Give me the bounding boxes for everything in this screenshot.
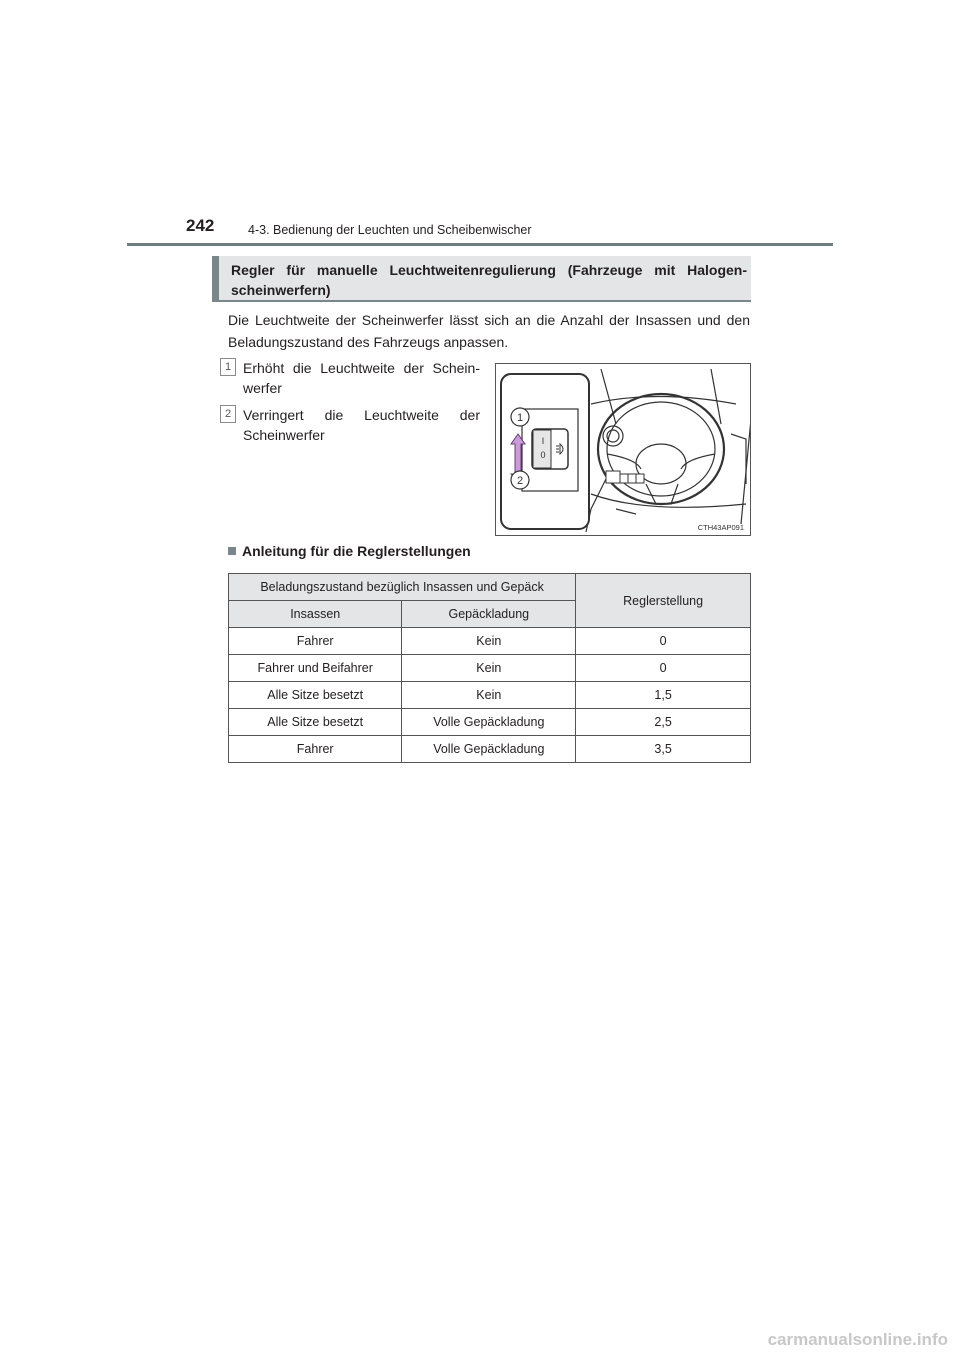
bullet-square-icon xyxy=(228,547,236,555)
table-row xyxy=(229,709,751,736)
item-text: Erhöht die Leuchtweite der Schein-werfer xyxy=(243,360,480,396)
cell-regler: 0 xyxy=(576,655,751,682)
table-row xyxy=(229,655,751,682)
cell-gepaeck: Kein xyxy=(402,682,576,709)
headlight-leveling-figure xyxy=(495,363,751,536)
callout-1-label: 1 xyxy=(516,412,524,424)
item-number-badge: 2 xyxy=(220,405,236,423)
cell-regler: 0 xyxy=(576,628,751,655)
header-rule xyxy=(127,243,833,246)
bullet-heading-text: Anleitung für die Reglerstellungen xyxy=(242,543,471,559)
cell-insassen: Fahrer xyxy=(229,628,402,655)
item-number-badge: 1 xyxy=(220,358,236,376)
cell-insassen: Fahrer xyxy=(229,736,402,763)
dial-top-label: I xyxy=(541,436,545,446)
cell-gepaeck: Kein xyxy=(402,655,576,682)
table-header-insassen: Insassen xyxy=(229,601,402,628)
cell-insassen: Alle Sitze besetzt xyxy=(229,709,402,736)
subheading-box xyxy=(212,256,751,302)
cell-insassen: Fahrer und Beifahrer xyxy=(229,655,402,682)
cell-regler: 3,5 xyxy=(576,736,751,763)
steering-wheel-drawing xyxy=(591,369,751,524)
table-row xyxy=(229,682,751,709)
regler-settings-table xyxy=(228,573,751,763)
item-text: Verringert die Leuchtweite der Scheinwerfer xyxy=(243,407,480,443)
table-header-gepaeck: Gepäckladung xyxy=(402,601,576,628)
cell-regler: 2,5 xyxy=(576,709,751,736)
cell-gepaeck: Volle Gepäckladung xyxy=(402,709,576,736)
callout-2-label: 2 xyxy=(516,475,524,487)
figure-code: CTH43AP091 xyxy=(697,523,744,532)
watermark: carmanualsonline.info xyxy=(767,1330,948,1349)
section-title: 4-3. Bedienung der Leuchten und Scheibenwischer xyxy=(248,223,532,237)
intro-paragraph: Die Leuchtweite der Scheinwerfer lässt sich an die Anzahl der Insassen und den Beladungszustand des Fahrzeugs anpassen. xyxy=(228,312,750,350)
page-number: 242 xyxy=(186,216,215,235)
table-row xyxy=(229,736,751,763)
table-header-regler: Reglerstellung xyxy=(576,574,751,628)
cell-gepaeck: Kein xyxy=(402,628,576,655)
subheading-title: Regler für manuelle Leuchtweitenregulierung (Fahrzeuge mit Halogen-scheinwerfern) xyxy=(231,262,747,298)
table-group-header: Beladungszustand bezüglich Insassen und Gepäck xyxy=(229,574,576,601)
dial-bottom-label: 0 xyxy=(540,450,546,460)
cell-regler: 1,5 xyxy=(576,682,751,709)
cell-gepaeck: Volle Gepäckladung xyxy=(402,736,576,763)
bullet-heading xyxy=(228,543,471,559)
dashboard-illustration xyxy=(496,364,751,536)
table-row xyxy=(229,628,751,655)
cell-insassen: Alle Sitze besetzt xyxy=(229,682,402,709)
